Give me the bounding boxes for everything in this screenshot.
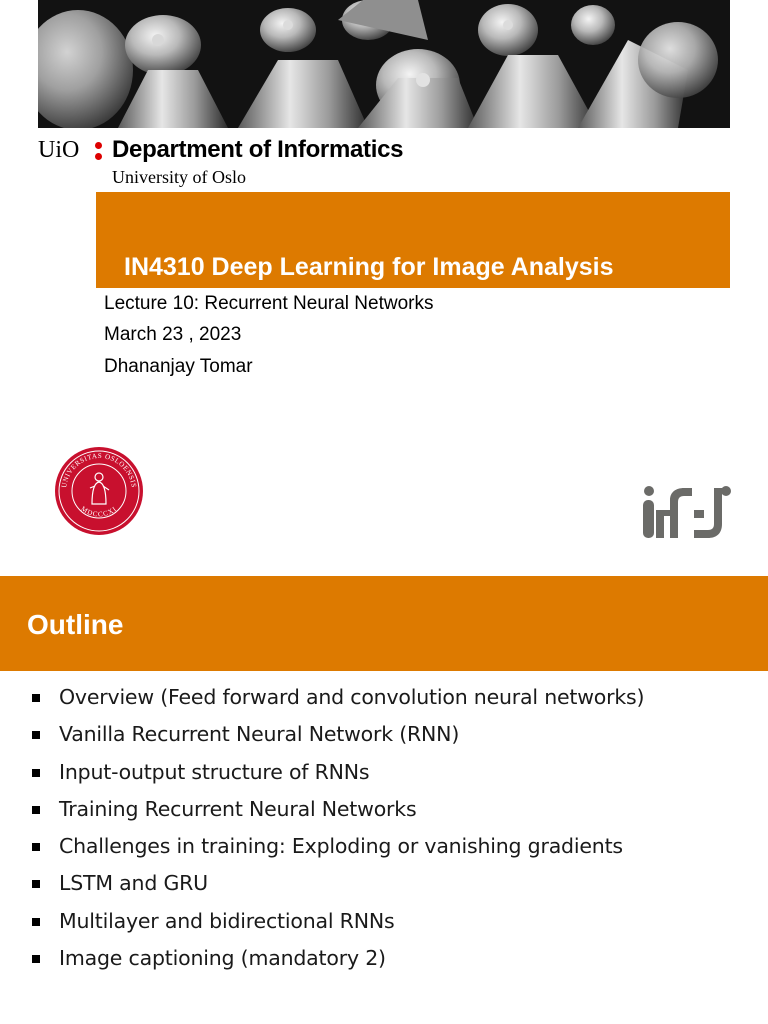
title-band — [96, 192, 730, 288]
banner-photo — [38, 0, 730, 128]
bullet-icon — [32, 769, 40, 777]
list-item: Multilayer and bidirectional RNNs — [0, 909, 768, 946]
lecture-title: Lecture 10: Recurrent Neural Networks — [104, 293, 434, 314]
bullet-icon — [32, 955, 40, 963]
outline-slide — [0, 575, 768, 1024]
svg-text:MDCCCXI: MDCCCXI — [79, 504, 119, 519]
outline-list — [0, 685, 768, 983]
bullet-icon — [32, 918, 40, 926]
bullet-icon — [32, 843, 40, 851]
list-item: Vanilla Recurrent Neural Network (RNN) — [0, 722, 768, 759]
department-name: Department of Informatics — [112, 136, 404, 163]
course-title: IN4310 Deep Learning for Image Analysis — [124, 253, 614, 281]
bullet-icon — [32, 731, 40, 739]
university-name: University of Oslo — [112, 167, 246, 187]
svg-text:UNIVERSITAS OSLOENSIS: UNIVERSITAS OSLOENSIS — [60, 451, 138, 489]
uio-wordmark: UiO — [38, 137, 80, 163]
list-item: Input-output structure of RNNs — [0, 760, 768, 797]
list-item: Overview (Feed forward and convolution neural networks) — [0, 685, 768, 722]
outline-header — [0, 576, 768, 671]
bullet-icon — [32, 694, 40, 702]
lecture-author: Dhananjay Tomar — [104, 356, 253, 377]
uio-seal-icon — [54, 446, 144, 536]
list-item: Challenges in training: Exploding or vanishing gradients — [0, 834, 768, 871]
lecture-date: March 23 , 2023 — [104, 324, 242, 345]
outline-title: Outline — [27, 609, 124, 640]
bullet-icon — [32, 806, 40, 814]
list-item: LSTM and GRU — [0, 871, 768, 908]
uio-colon-icon — [94, 140, 102, 162]
bullet-icon — [32, 880, 40, 888]
list-item: Image captioning (mandatory 2) — [0, 946, 768, 983]
list-item: Training Recurrent Neural Networks — [0, 797, 768, 834]
ifi-logo-icon — [640, 484, 732, 540]
